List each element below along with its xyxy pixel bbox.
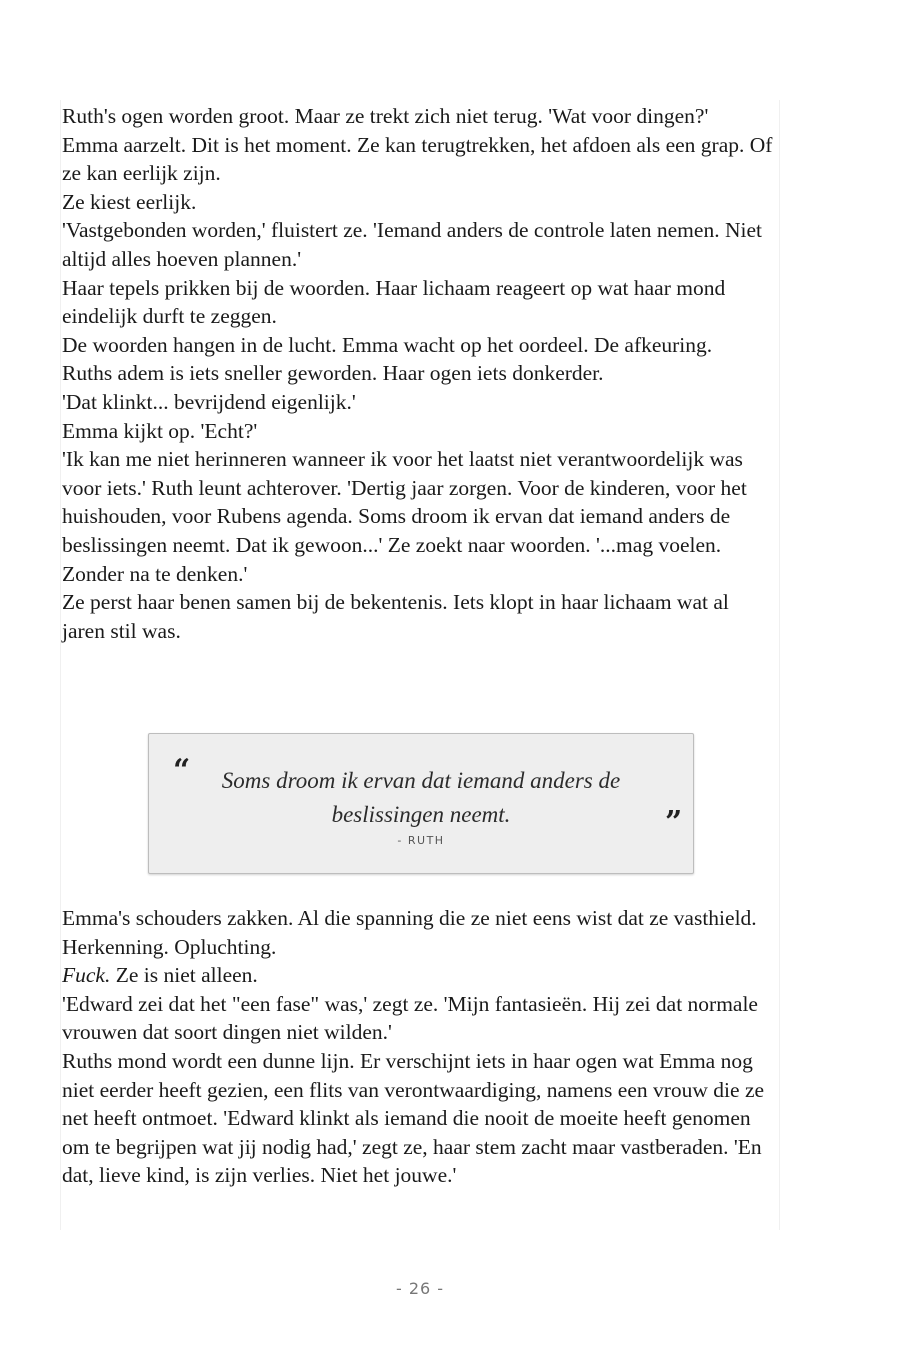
paragraph: Emma aarzelt. Dit is het moment. Ze kan terugtrekken, het afdoen als een grap. Of ze kan eerlijk zijn. [62, 132, 773, 186]
pull-quote-text: Soms droom ik ervan dat iemand anders de beslissingen neemt. [221, 768, 621, 827]
paragraph: De woorden hangen in de lucht. Emma wacht op het oordeel. De afkeuring. [62, 332, 713, 357]
paragraph: 'Edward zei dat het "een fase" was,' zegt ze. 'Mijn fantasieën. Hij zei dat normale vrouwen dat soort dingen niet wilden.' [62, 991, 758, 1045]
paragraph: Ruths adem is iets sneller geworden. Haar ogen iets donkerder. [62, 361, 604, 386]
open-quote-mark: “ [173, 753, 191, 788]
paragraph: 'Vastgebonden worden,' fluistert ze. 'Iemand anders de controle laten nemen. Niet altijd alles hoeven plannen.' [62, 218, 762, 271]
paragraph: Emma's schouders zakken. Al die spanning die ze niet eens wist dat ze vasthield. Herkenning. Opluchting. [62, 906, 757, 959]
pull-quote-attribution: - RUTH [397, 834, 445, 847]
emphasis-text: Fuck. [62, 963, 111, 988]
paragraph-rest: Ze is niet alleen. [110, 963, 258, 988]
paragraph: Ruths mond wordt een dunne lijn. Er verschijnt iets in haar ogen wat Emma nog niet eerder heeft gezien, een flits van verontwaardiging, namens een vrouw die ze net heeft ontmoet. 'Edward klinkt als iemand die nooit de moeite heeft genomen om te begrijpen wat jij nodig had,' zegt ze, haar stem zacht maar vastberaden. 'En dat, lieve kind, is zijn verlies. Niet het jouwe.' [62, 1048, 765, 1188]
paragraph: 'Ik kan me niet herinneren wanneer ik voor het laatst niet verantwoordelijk was voor iets.' Ruth leunt achterover. 'Dertig jaar zorgen. Voor de kinderen, voor het huishouden, voor Rubens agenda. Soms droom ik ervan dat iemand anders de beslissingen neemt. Dat ik gewoon...' Ze zoekt naar woorden. '...mag voelen. Zonder na te denken.' [62, 447, 747, 586]
body-text-top [62, 102, 774, 645]
paragraph: Emma kijkt op. 'Echt?' [62, 418, 258, 443]
close-quote-mark: ” [665, 805, 683, 840]
body-text-bottom [62, 904, 774, 1190]
page-content [60, 100, 780, 1230]
paragraph: Ze kiest eerlijk. [62, 189, 197, 214]
paragraph: Ruth's ogen worden groot. Maar ze trekt zich niet terug. 'Wat voor dingen?' [62, 104, 709, 128]
paragraph: Ze perst haar benen samen bij de bekentenis. Iets klopt in haar lichaam wat al jaren stil was. [62, 590, 729, 643]
paragraph: 'Dat klinkt... bevrijdend eigenlijk.' [62, 389, 356, 414]
paragraph: Haar tepels prikken bij de woorden. Haar lichaam reageert op wat haar mond eindelijk durft te zeggen. [62, 275, 726, 329]
pull-quote-box [148, 733, 694, 874]
page-number: - 26 - [395, 1279, 445, 1298]
paragraph [62, 961, 774, 990]
